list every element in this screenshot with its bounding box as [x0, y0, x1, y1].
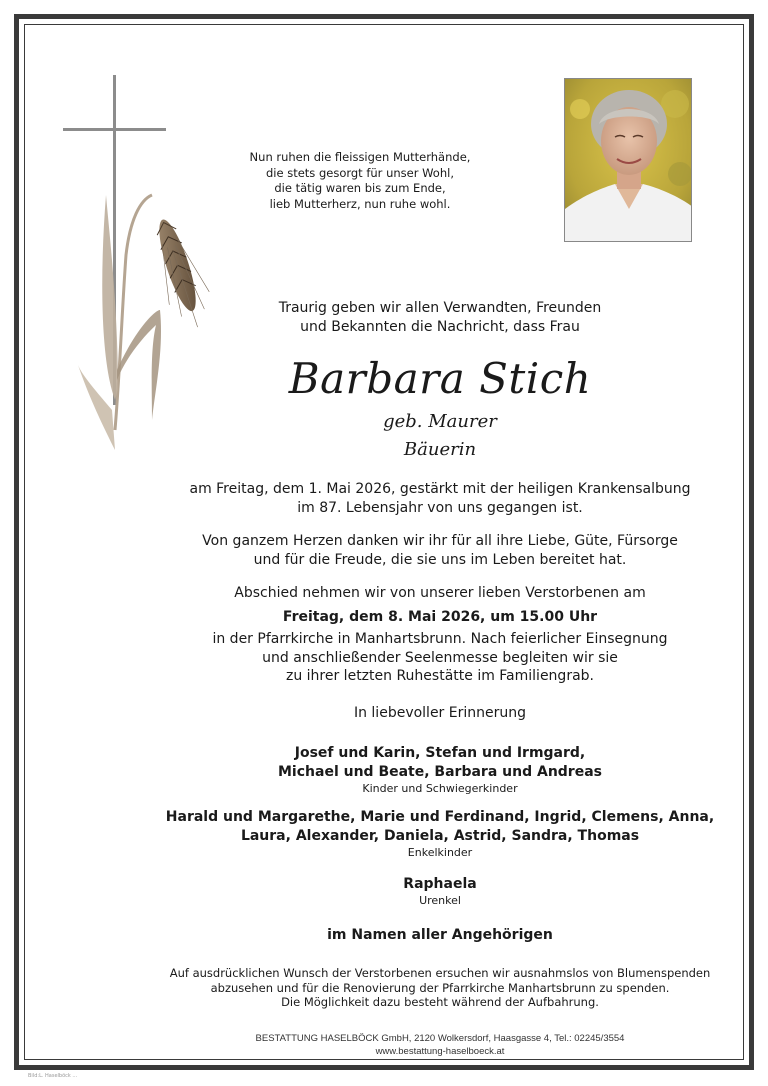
children-relation: Kinder und Schwiegerkinder [362, 782, 518, 795]
farewell-intro: Abschied nehmen wir von unserer lieben Verstorbenen am [234, 585, 646, 601]
request-line: abzusehen und für die Renovierung der Pfarrkirche Manhartsbrunn zu spenden. [210, 980, 670, 995]
great-grandchildren-names: Raphaela [403, 876, 477, 892]
intro-text [150, 299, 730, 337]
ceremony-text [120, 630, 760, 686]
on-behalf: im Namen aller Angehörigen [327, 927, 553, 943]
family-line: Harald und Margarethe, Marie und Ferdinand, Ingrid, Clemens, Anna, [165, 809, 715, 825]
print-code: Bild:L. Haselböck ... [28, 1073, 78, 1079]
children-names [110, 744, 768, 782]
funeral-date: Freitag, dem 8. Mai 2026, um 15.00 Uhr [282, 609, 598, 625]
footer-company: BESTATTUNG HASELBÖCK GmbH, 2120 Wolkersdorf, Haasgasse 4, Tel.: 02245/3554 [255, 1033, 625, 1044]
thanks-line: Von ganzem Herzen danken wir ihr für all ihre Liebe, Güte, Fürsorge [202, 533, 678, 549]
death-notice [120, 480, 760, 517]
donation-request [110, 966, 768, 1010]
verse-line: die tätig waren bis zum Ende, [274, 181, 446, 195]
request-line: Auf ausdrücklichen Wunsch der Verstorbenen ersuchen wir ausnahmslos von Blumenspenden [169, 966, 711, 980]
family-line: Michael und Beate, Barbara und Andreas [278, 764, 602, 780]
verse [220, 150, 500, 212]
verse-line: Nun ruhen die fleissigen Mutterhände, [249, 150, 471, 164]
death-notice-line: im 87. Lebensjahr von uns gegangen ist. [297, 499, 583, 516]
death-notice-line: am Freitag, dem 1. Mai 2026, gestärkt mit der heiligen Krankensalbung [189, 481, 691, 497]
ceremony-line: zu ihrer letzten Ruhestätte im Familiengrab. [285, 668, 594, 684]
request-line: Die Möglichkeit dazu besteht während der Aufbahrung. [281, 995, 599, 1009]
verse-line: die stets gesorgt für unser Wohl, [266, 165, 454, 180]
ceremony-line: und anschließender Seelenmesse begleiten wir sie [262, 649, 618, 666]
occupation: Bäuerin [403, 439, 477, 460]
great-grandchildren-relation: Urenkel [419, 894, 461, 907]
grandchildren-names [110, 808, 768, 846]
thanks-text [120, 532, 760, 569]
intro-line: Traurig geben wir allen Verwandten, Freunden [278, 300, 602, 316]
verse-line: lieb Mutterherz, nun ruhe wohl. [269, 196, 451, 211]
family-line: Laura, Alexander, Daniela, Astrid, Sandra, Thomas [240, 828, 640, 844]
portrait-photo [564, 78, 692, 242]
intro-line: und Bekannten die Nachricht, dass Frau [300, 319, 580, 335]
ceremony-line: in der Pfarrkirche in Manhartsbrunn. Nach feierlicher Einsegnung [212, 631, 668, 647]
deceased-name: Barbara Stich [288, 354, 592, 403]
maiden-name: geb. Maurer [383, 411, 497, 432]
footer [110, 1032, 768, 1058]
thanks-line: und für die Freude, die sie uns im Leben bereitet hat. [253, 551, 627, 568]
remembrance: In liebevoller Erinnerung [353, 705, 527, 721]
family-line: Josef und Karin, Stefan und Irmgard, [294, 745, 586, 761]
grandchildren-relation: Enkelkinder [407, 846, 473, 859]
footer-website[interactable]: www.bestattung-haselboeck.at [375, 1046, 505, 1057]
